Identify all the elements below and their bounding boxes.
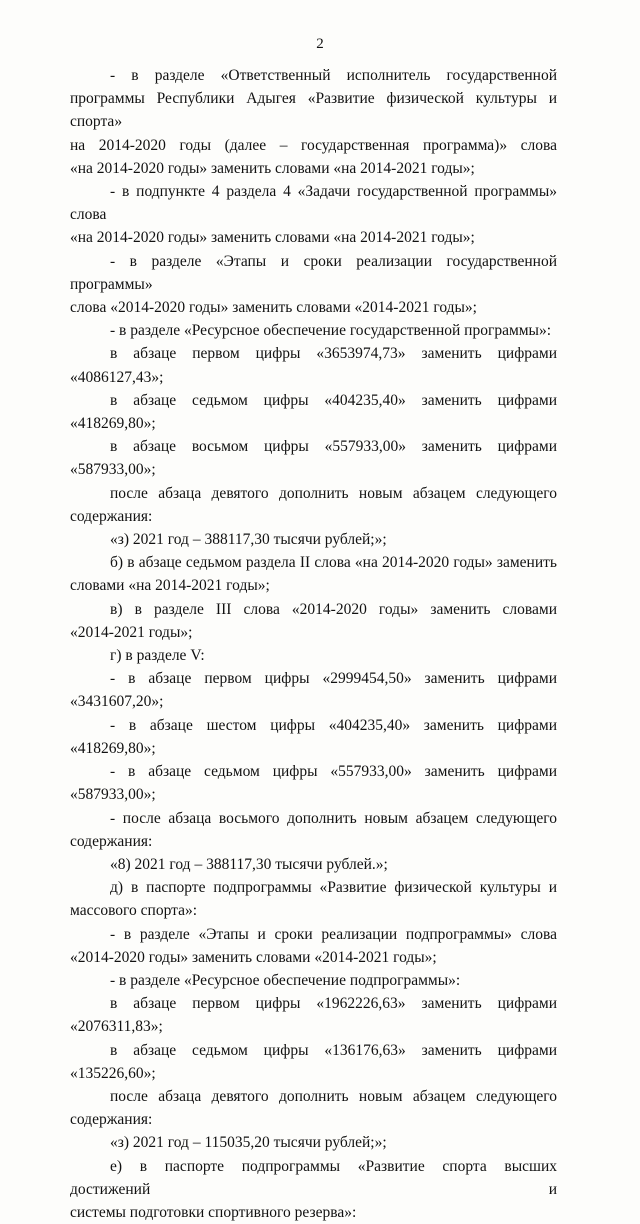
paragraph-line: массового спорта»: <box>70 902 198 920</box>
paragraph-line: - в разделе «Ресурсное обеспечение государственной программы»: <box>110 322 552 340</box>
paragraph-line: «2014-2020 годы» заменить словами «2014-2021 годы»; <box>70 948 437 966</box>
paragraph-line: в абзаце восьмом цифры «557933,00» заменить цифрами <box>110 438 557 456</box>
paragraph-line: слова «2014-2020 годы» заменить словами «2014-2021 годы»; <box>70 299 477 317</box>
paragraph-line: е) в паспорте подпрограммы «Развитие спорта высших достижений и <box>70 1157 557 1198</box>
paragraph-line: программы Республики Адыгея «Развитие физической культуры и спорта» <box>70 90 557 131</box>
document-body <box>70 64 557 1224</box>
paragraph-line: «на 2014-2020 годы» заменить словами «на 2014-2021 годы»; <box>70 159 475 177</box>
paragraph-line: в абзаце седьмом цифры «136176,63» заменить цифрами <box>110 1041 557 1059</box>
paragraph-line: после абзаца девятого дополнить новым абзацем следующего <box>110 1087 557 1105</box>
paragraph-line: - после абзаца восьмого дополнить новым абзацем следующего <box>110 809 557 827</box>
paragraph-line: после абзаца девятого дополнить новым абзацем следующего <box>110 484 557 502</box>
paragraph-line: - в разделе «Ресурсное обеспечение подпрограммы»: <box>110 971 461 989</box>
paragraph-line: «418269,80»; <box>70 415 156 433</box>
paragraph-line: «2014-2021 годы»; <box>70 623 193 641</box>
paragraph-line: в) в разделе III слова «2014-2020 годы» заменить словами <box>110 600 557 618</box>
paragraph-line: - в разделе «Этапы и сроки реализации подпрограммы» слова <box>110 925 557 943</box>
paragraph-line: словами «на 2014-2021 годы»; <box>70 577 270 595</box>
paragraph-line: - в абзаце шестом цифры «404235,40» заменить цифрами <box>110 716 557 734</box>
paragraph-line: г) в разделе V: <box>110 647 205 665</box>
paragraph-line: - в разделе «Ответственный исполнитель государственной <box>110 67 557 84</box>
paragraph-line: «587933,00»; <box>70 786 156 804</box>
paragraph-line: на 2014-2020 годы (далее – государственная программа)» слова <box>70 136 557 154</box>
paragraph-line: содержания: <box>70 1111 153 1129</box>
paragraph-line: «на 2014-2020 годы» заменить словами «на 2014-2021 годы»; <box>70 229 475 247</box>
paragraph-line: «з) 2021 год – 388117,30 тысячи рублей;»; <box>110 531 387 549</box>
paragraph-line: б) в абзаце седьмом раздела II слова «на 2014-2020 годы» заменить <box>110 554 557 572</box>
page-number: 2 <box>316 36 324 52</box>
paragraph-line: - в абзаце первом цифры «2999454,50» заменить цифрами <box>110 670 557 688</box>
paragraph-line: - в подпункте 4 раздела 4 «Задачи государственной программы» слова <box>70 183 557 224</box>
paragraph-line: содержания: <box>70 832 153 850</box>
paragraph-line: - в абзаце седьмом цифры «557933,00» заменить цифрами <box>110 763 557 781</box>
paragraph-line: «2076311,83»; <box>70 1018 163 1036</box>
paragraph-line: «3431607,20»; <box>70 693 164 711</box>
paragraph-line: д) в паспорте подпрограммы «Развитие физической культуры и <box>110 879 557 897</box>
paragraph-line: «з) 2021 год – 115035,20 тысячи рублей;»; <box>110 1134 387 1152</box>
paragraph-line: «135226,60»; <box>70 1064 156 1082</box>
paragraph-line: «587933,00»; <box>70 461 156 479</box>
paragraph-line: «418269,80»; <box>70 739 156 757</box>
paragraph-line: в абзаце седьмом цифры «404235,40» заменить цифрами <box>110 391 557 409</box>
paragraph-line: в абзаце первом цифры «3653974,73» заменить цифрами <box>110 345 557 363</box>
paragraph-line: «4086127,43»; <box>70 368 164 386</box>
paragraph-line: - в разделе «Этапы и сроки реализации государственной программы» <box>70 252 557 293</box>
paragraph-line: «8) 2021 год – 388117,30 тысячи рублей.»; <box>110 855 388 873</box>
paragraph-line: в абзаце первом цифры «1962226,63» заменить цифрами <box>110 995 557 1013</box>
paragraph-line: системы подготовки спортивного резерва»: <box>70 1203 357 1221</box>
paragraph-line: содержания: <box>70 507 153 525</box>
